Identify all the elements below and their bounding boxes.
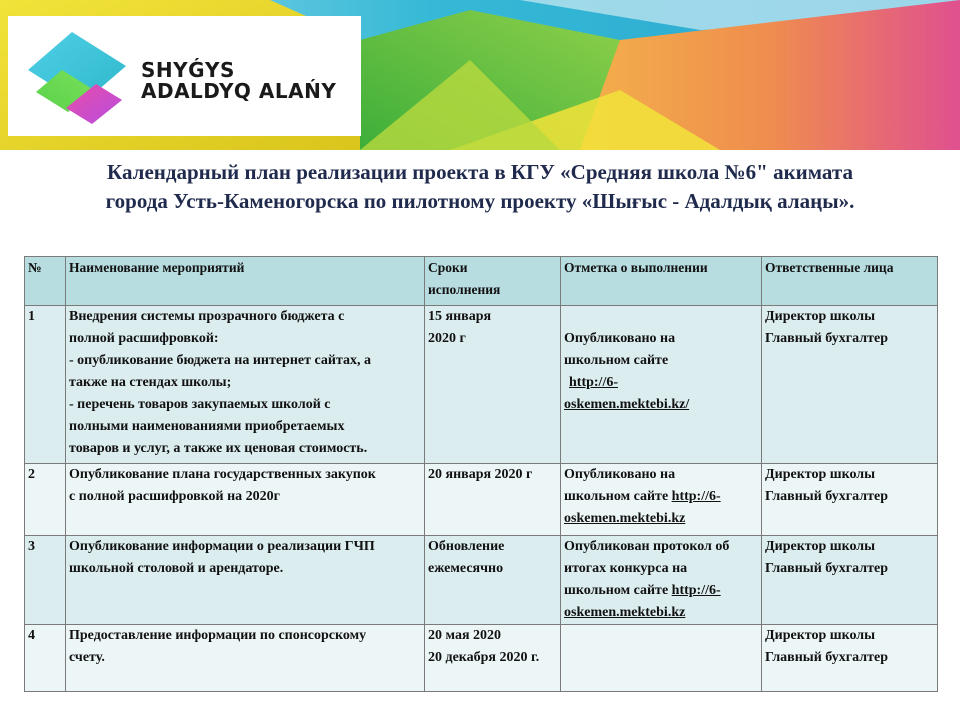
cell-text: Внедрения системы прозрачного бюджета с: [69, 309, 345, 324]
cell-name: [66, 625, 425, 692]
cell-num: 2: [25, 464, 66, 536]
cell-spacer: [564, 306, 758, 328]
cell-text: Главный бухгалтер: [765, 331, 888, 346]
cell-text: школьном сайте: [564, 353, 669, 368]
logo-wordmark: [141, 60, 336, 102]
cell-text-inline: [564, 580, 758, 602]
cell-text: 20 мая 2020: [428, 628, 502, 643]
table-row: [25, 625, 938, 692]
cell-resp: [762, 536, 938, 625]
cell-mark: [561, 625, 762, 692]
cell-text: Директор школы: [765, 628, 876, 643]
header-mark: Отметка о выполнении: [561, 257, 762, 306]
cell-mark: [561, 464, 762, 536]
cell-num: 4: [25, 625, 66, 692]
cell-text: Главный бухгалтер: [765, 561, 888, 576]
cell-text: счету.: [69, 650, 105, 665]
cell-text: полными наименованиями приобретаемых: [69, 419, 345, 434]
header-term: [425, 257, 561, 306]
cell-text: итогах конкурса на: [564, 561, 688, 576]
cell-text: Предоставление информации по спонсорскому: [69, 628, 367, 643]
cell-name: [66, 306, 425, 464]
plan-table: [24, 256, 938, 692]
table-row: [25, 306, 938, 464]
cell-term: [425, 625, 561, 692]
header-banner: [0, 0, 960, 150]
school-site-link[interactable]: [564, 372, 758, 394]
cell-text: Директор школы: [765, 309, 876, 324]
school-site-link[interactable]: http://6-: [671, 583, 721, 598]
cell-term: [425, 536, 561, 625]
cell-text: школьном сайте: [564, 583, 672, 598]
cell-term: [425, 306, 561, 464]
logo-icon: [22, 26, 132, 126]
cell-text: товаров и услуг, а также их ценовая стоимость.: [69, 441, 368, 456]
cell-text: Опубликован протокол об: [564, 539, 730, 554]
cell-name: [66, 536, 425, 625]
school-site-link[interactable]: oskemen.mektebi.kz: [564, 511, 686, 526]
cell-mark: [561, 306, 762, 464]
cell-text: Опубликование информации о реализации ГЧП: [69, 539, 375, 554]
cell-text: также на стендах школы;: [69, 375, 232, 390]
cell-resp: [762, 625, 938, 692]
cell-text: Опубликование плана государственных закупок: [69, 467, 376, 482]
cell-text: 2020 г: [428, 331, 466, 346]
cell-text-inline: [564, 486, 758, 508]
link-text[interactable]: http://6-: [569, 375, 618, 390]
header-resp: Ответственные лица: [762, 257, 938, 306]
cell-text: с полной расшифровкой на 2020г: [69, 489, 281, 504]
page-title: [0, 158, 960, 216]
cell-text: - перечень товаров закупаемых школой с: [69, 397, 331, 412]
logo-line-2: ADALDYQ ALAŃY: [141, 79, 337, 103]
table-row: [25, 536, 938, 625]
table-row: [25, 464, 938, 536]
cell-resp: [762, 464, 938, 536]
cell-term: [425, 464, 561, 536]
school-site-link[interactable]: http://6-: [671, 489, 721, 504]
cell-text: Обновление: [428, 539, 505, 554]
header-name: Наименование мероприятий: [66, 257, 425, 306]
cell-name: [66, 464, 425, 536]
cell-text: 15 января: [428, 309, 492, 324]
cell-text: 20 декабря 2020 г.: [428, 650, 540, 665]
cell-text: Директор школы: [765, 467, 876, 482]
cell-num: 3: [25, 536, 66, 625]
cell-text: школьной столовой и арендаторе.: [69, 561, 284, 576]
title-line-1: Календарный план реализации проекта в КГУ «Средняя школа №6" акимата: [107, 160, 853, 184]
cell-text: Опубликовано на: [564, 331, 676, 346]
cell-text: ежемесячно: [428, 561, 504, 576]
header-term-line-1: Сроки: [428, 260, 468, 275]
cell-text: 20 января 2020 г: [428, 467, 533, 482]
school-site-link[interactable]: oskemen.mektebi.kz: [564, 605, 686, 620]
cell-num: 1: [25, 306, 66, 464]
cell-text: Опубликовано на: [564, 467, 676, 482]
cell-text: Главный бухгалтер: [765, 489, 888, 504]
cell-mark: [561, 536, 762, 625]
cell-text: школьном сайте: [564, 489, 672, 504]
table-header-row: [25, 257, 938, 306]
title-line-2: города Усть-Каменогорска по пилотному проекту «Шығыс - Адалдық алаңы».: [105, 189, 855, 213]
link-text[interactable]: oskemen.mektebi.kz/: [564, 397, 690, 412]
cell-text: полной расшифровкой:: [69, 331, 219, 346]
school-site-link[interactable]: [564, 394, 758, 416]
logo-line-1: SHYǴYS: [141, 58, 235, 82]
cell-text: Главный бухгалтер: [765, 650, 888, 665]
cell-text: - опубликование бюджета на интернет сайтах, а: [69, 353, 371, 368]
logo-panel: [8, 16, 361, 136]
cell-resp: [762, 306, 938, 464]
header-term-line-2: исполнения: [428, 282, 501, 297]
header-num: №: [25, 257, 66, 306]
cell-text: Директор школы: [765, 539, 876, 554]
